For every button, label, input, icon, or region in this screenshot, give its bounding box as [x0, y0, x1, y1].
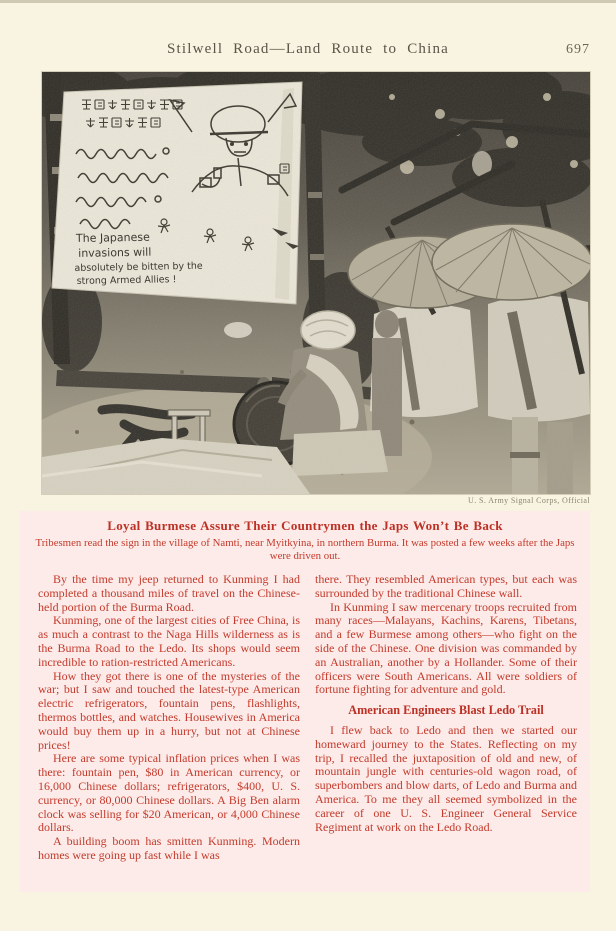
paragraph: Kunming, one of the largest cities of Free China, is as much a contrast to the Naga Hills wilderness as is the Burma Road to the Ledo. Its shops would seem incredible to ration-restricted Americans. — [38, 613, 300, 669]
caption-and-article-panel — [20, 511, 590, 892]
photo-art — [42, 72, 590, 494]
page-number: 697 — [566, 42, 590, 57]
paragraph: there. They resembled American types, but each was surrounded by the traditional Chinese wall. — [315, 572, 577, 600]
caption-subtitle: Tribesmen read the sign in the village of Namti, near Myitkyina, in northern Burma. It was posted a few weeks after the Japs were driven out. — [35, 537, 575, 562]
left-column — [38, 573, 300, 863]
photograph — [42, 72, 590, 494]
section-heading: American Engineers Blast Ledo Trail — [348, 703, 544, 718]
film-grain — [42, 72, 590, 494]
scan-edge — [0, 0, 616, 3]
paragraph: How they got there is one of the mysteries of the war; but I saw and touched the latest-type American electric refrigerators, fountain pens, flashlights, thermos bottles, and watches. Housewives in America would buy them up in a hurry, but not at Chinese prices! — [38, 668, 300, 752]
article-columns — [20, 563, 590, 863]
right-column — [315, 573, 577, 863]
caption-title: Loyal Burmese Assure Their Countrymen the Japs Won’t Be Back — [107, 518, 503, 533]
photo-credit: U. S. Army Signal Corps, Official — [468, 496, 590, 505]
paragraph: I flew back to Ledo and then we started our homeward journey to the States. Reflecting on my trip, I recalled the juxtaposition of old and new, of mountain jungle with centuries-old wagon road, of superbombers and blow darts, of Ledo and Burma and America. To me they all seemed symbolized in the career of one U. S. Engineer General Service Regiment at work on the Ledo Road. — [315, 722, 577, 834]
paragraph: In Kunming I saw mercenary troops recruited from many races—Malayans, Kachins, Karens, Tibetans, and a few Burmese among others—who fight on the side of the Chinese. One division was commanded by an Australian, another by a Hollander. Some of their officers were South Americans. All were soldiers of fortune fighting for adventure and gold. — [315, 599, 577, 697]
paragraph: By the time my jeep returned to Kunming I had completed a thousand miles of travel on the Chinese-held portion of the Burma Road. — [38, 572, 300, 614]
paragraph: A building boom has smitten Kunming. Modern homes were going up fast while I was — [38, 834, 300, 862]
running-head-title: Stilwell Road—Land Route to China — [166, 41, 450, 57]
paragraph: Here are some typical inflation prices when I was there: fountain pen, $80 in American currency, or 16,000 Chinese dollars; refrigerators, $400, U. S. currency, or 80,000 Chinese dollars. A Big Ben alarm clock was selling for $20 American, or 4,000 Chinese dollars. — [38, 751, 300, 835]
